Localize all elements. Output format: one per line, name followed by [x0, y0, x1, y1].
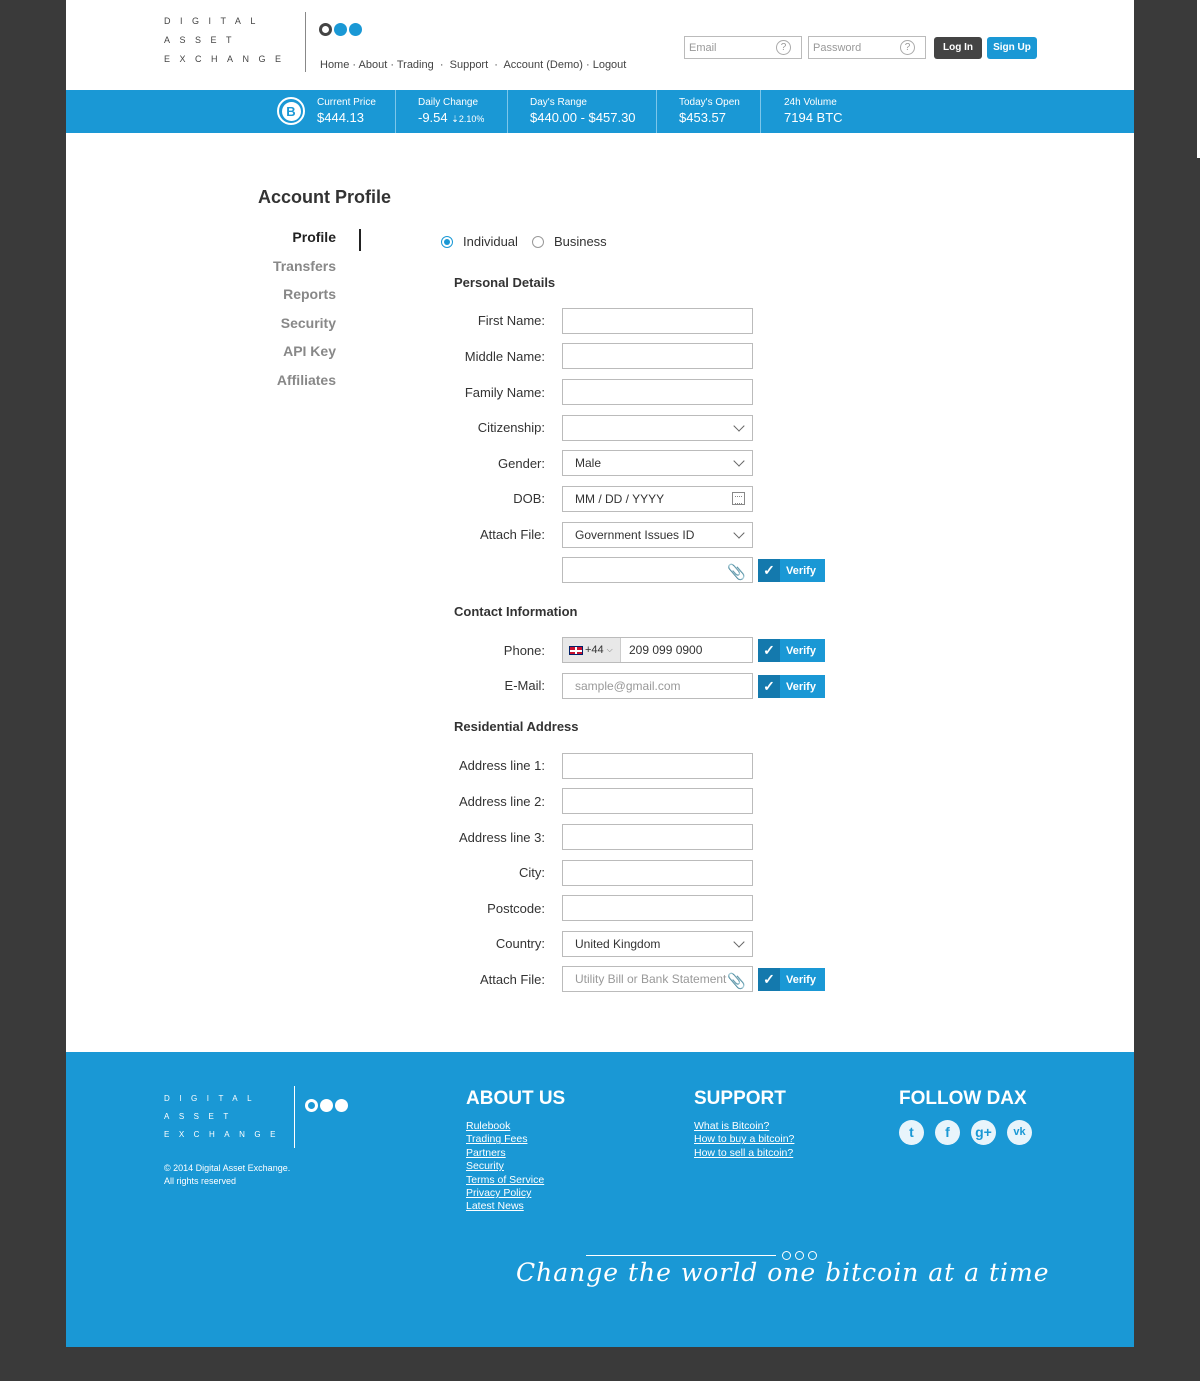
- country-label: Country:: [495, 936, 545, 951]
- ticker-volume: 24h Volume 7194 BTC: [784, 97, 843, 125]
- ticker-daily-change: Daily Change -9.54 ⇣2.10%: [418, 97, 485, 125]
- side-nav: [216, 229, 361, 400]
- middle-name-input[interactable]: [562, 343, 753, 369]
- paperclip-icon[interactable]: 📎: [727, 564, 746, 581]
- verify-email-button[interactable]: ✓ Verify: [758, 675, 825, 698]
- change-down-icon: ⇣: [451, 114, 459, 124]
- footer-logo-wordmark: DIGITAL ASSET EXCHANGE: [164, 1094, 285, 1139]
- city-input[interactable]: [562, 860, 753, 886]
- footer-link-rulebook[interactable]: Rulebook: [466, 1120, 511, 1132]
- address-line1-input[interactable]: [562, 753, 753, 779]
- attach-id-type-select[interactable]: Government Issues ID: [562, 522, 753, 548]
- side-nav-affiliates[interactable]: Affiliates: [276, 371, 336, 388]
- chevron-down-icon: [733, 527, 744, 538]
- footer-logo[interactable]: [164, 1090, 285, 1144]
- slogan: Change the world one bitcoin at a time: [516, 1258, 1050, 1287]
- side-nav-profile[interactable]: Profile: [216, 229, 361, 258]
- login-button[interactable]: Log In: [934, 37, 982, 59]
- country-select[interactable]: United Kingdom: [562, 931, 753, 957]
- side-nav-reports[interactable]: Reports: [283, 286, 336, 302]
- radio-business-label[interactable]: Business: [553, 234, 607, 249]
- side-nav-security[interactable]: Security: [280, 314, 336, 331]
- login-area: [684, 36, 1037, 59]
- phone-input[interactable]: +44 ⌵ 209 099 0900: [562, 637, 753, 663]
- dob-input[interactable]: MM / DD / YYYY: [562, 486, 753, 512]
- side-nav-api-key[interactable]: API Key: [283, 343, 336, 359]
- family-name-input[interactable]: [562, 379, 753, 405]
- password-login-input[interactable]: [808, 36, 926, 59]
- facebook-icon[interactable]: f: [935, 1120, 960, 1145]
- uk-flag-icon: [569, 646, 583, 655]
- radio-individual-label[interactable]: Individual: [463, 234, 518, 249]
- email-label: E-Mail:: [504, 678, 545, 693]
- footer-follow: [899, 1088, 1032, 1145]
- logo-wordmark: DIGITAL ASSET EXCHANGE: [164, 16, 291, 64]
- footer: [66, 1052, 1134, 1347]
- check-icon: ✓: [758, 675, 780, 698]
- ticker-days-range: Day's Range $440.00 - $457.30: [530, 97, 636, 125]
- verify-id-button[interactable]: ✓ Verify: [758, 559, 825, 582]
- chevron-down-icon: [733, 420, 744, 431]
- footer-support: [694, 1088, 794, 1160]
- nav-about[interactable]: About: [358, 59, 388, 71]
- citizenship-select[interactable]: [562, 415, 753, 441]
- footer-support-title: SUPPORT: [694, 1088, 786, 1109]
- attach-address-file-input[interactable]: Utility Bill or Bank Statement 📎: [562, 966, 753, 992]
- nav-trading[interactable]: Trading: [396, 59, 434, 71]
- logo-dots-icon: [305, 1099, 348, 1112]
- top-nav: Home · About · Trading · Support · Account (Demo) · Logout: [320, 59, 627, 71]
- password-help-icon[interactable]: ?: [900, 40, 915, 55]
- google-plus-icon[interactable]: g+: [971, 1120, 996, 1145]
- chevron-down-icon: [733, 455, 744, 466]
- contact-info-heading: Contact Information: [454, 604, 578, 619]
- nav-home[interactable]: Home: [320, 59, 350, 71]
- password-login-placeholder: Password: [813, 42, 862, 54]
- footer-link-news[interactable]: Latest News: [466, 1200, 524, 1213]
- ticker-todays-open: Today's Open $453.57: [679, 97, 740, 125]
- verify-phone-button[interactable]: ✓ Verify: [758, 639, 825, 662]
- price-ticker: [66, 90, 1134, 133]
- nav-support[interactable]: Support: [449, 59, 489, 71]
- dax-logo[interactable]: [164, 12, 291, 69]
- middle-name-label: Middle Name:: [464, 349, 545, 364]
- check-icon: ✓: [758, 639, 780, 662]
- footer-link-what-is-bitcoin[interactable]: What is Bitcoin?: [694, 1120, 770, 1132]
- header: [66, 0, 1134, 90]
- address-line2-label: Address line 2:: [459, 794, 545, 809]
- attach-id-file-input[interactable]: [562, 557, 753, 583]
- address-heading: Residential Address: [454, 719, 579, 734]
- city-label: City:: [519, 865, 545, 880]
- citizenship-label: Citizenship:: [477, 420, 545, 435]
- footer-link-trading-fees[interactable]: Trading Fees: [466, 1133, 528, 1146]
- account-type: [441, 234, 607, 249]
- email-login-input[interactable]: [684, 36, 802, 59]
- footer-link-how-to-sell[interactable]: How to sell a bitcoin?: [694, 1146, 794, 1159]
- address-line2-input[interactable]: [562, 788, 753, 814]
- side-nav-transfers[interactable]: Transfers: [272, 257, 336, 274]
- copyright: © 2014 Digital Asset Exchange. All rights reserved: [164, 1163, 291, 1186]
- postcode-input[interactable]: [562, 895, 753, 921]
- footer-follow-title: FOLLOW DAX: [899, 1088, 1027, 1109]
- page: [66, 0, 1134, 1347]
- footer-link-how-to-buy[interactable]: How to buy a bitcoin?: [694, 1133, 795, 1146]
- first-name-input[interactable]: [562, 308, 753, 334]
- logo-dots-icon: [319, 23, 362, 36]
- twitter-icon[interactable]: t: [899, 1120, 924, 1145]
- personal-details-heading: Personal Details: [454, 275, 556, 290]
- footer-link-partners[interactable]: Partners: [466, 1146, 506, 1159]
- phone-label: Phone:: [503, 643, 545, 658]
- chevron-down-icon: [733, 936, 744, 947]
- radio-business[interactable]: [532, 236, 544, 248]
- attach-address-label: Attach File:: [479, 972, 545, 987]
- nav-account[interactable]: Account (Demo): [503, 59, 583, 71]
- verify-address-button[interactable]: ✓ Verify: [758, 968, 825, 991]
- paperclip-icon[interactable]: 📎: [727, 973, 746, 990]
- postcode-label: Postcode:: [487, 901, 545, 916]
- bitcoin-icon: B: [277, 97, 305, 125]
- ticker-current-price: Current Price $444.13: [317, 97, 376, 125]
- calendar-icon[interactable]: [732, 492, 745, 505]
- email-help-icon[interactable]: ?: [776, 40, 791, 55]
- gender-select[interactable]: Male: [562, 450, 753, 476]
- check-icon: ✓: [758, 559, 780, 582]
- slogan-swash: [586, 1255, 776, 1256]
- footer-about: [466, 1088, 565, 1214]
- email-login-placeholder: Email: [689, 42, 717, 54]
- country-code-select[interactable]: +44 ⌵: [563, 638, 621, 662]
- address-line3-label: Address line 3:: [459, 830, 545, 845]
- footer-link-security[interactable]: Security: [466, 1160, 504, 1173]
- first-name-label: First Name:: [477, 313, 545, 328]
- email-input[interactable]: sample@gmail.com: [562, 673, 753, 699]
- gender-label: Gender:: [498, 456, 545, 471]
- page-title: Account Profile: [258, 187, 392, 207]
- footer-link-terms[interactable]: Terms of Service: [466, 1173, 545, 1186]
- nav-logout[interactable]: Logout: [592, 59, 627, 71]
- signup-button[interactable]: Sign Up: [987, 37, 1037, 59]
- footer-about-title: ABOUT US: [466, 1088, 566, 1109]
- radio-individual[interactable]: [441, 236, 453, 248]
- footer-link-privacy[interactable]: Privacy Policy: [466, 1187, 532, 1200]
- address-line1-label: Address line 1:: [459, 758, 545, 773]
- family-name-label: Family Name:: [464, 385, 545, 400]
- logo-divider: [305, 12, 306, 72]
- attach-id-label: Attach File:: [479, 527, 545, 542]
- vk-icon[interactable]: vk: [1007, 1120, 1032, 1145]
- dob-label: DOB:: [513, 491, 545, 506]
- check-icon: ✓: [758, 968, 780, 991]
- address-line3-input[interactable]: [562, 824, 753, 850]
